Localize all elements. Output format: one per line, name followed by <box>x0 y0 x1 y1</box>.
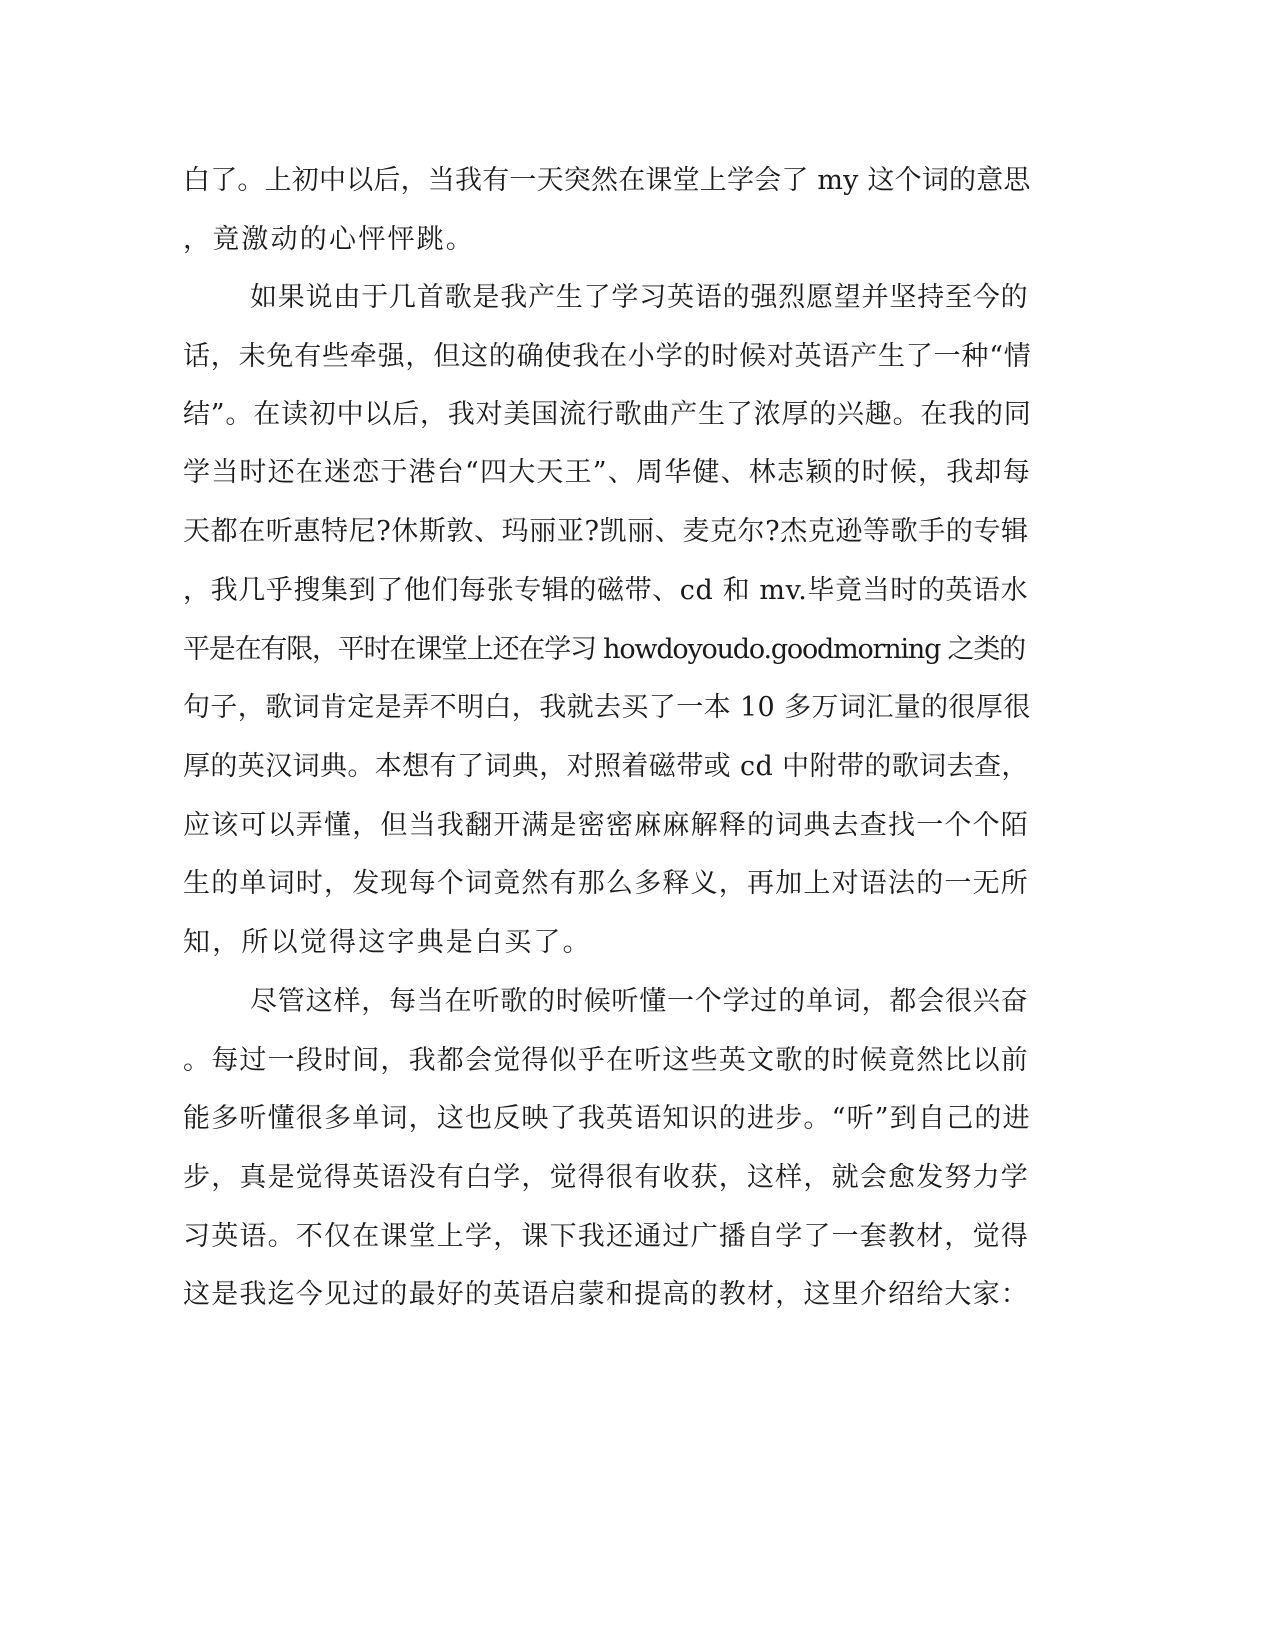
text-line: 这是我迄今见过的最好的英语启蒙和提高的教材，这里介绍给大家： <box>183 1279 1029 1310</box>
text-line: 天都在听惠特尼?休斯敦、玛丽亚?凯丽、麦克尔?杰克逊等歌手的专辑 <box>183 516 1029 547</box>
text-line: ，我几乎搜集到了他们每张专辑的磁带、cd 和 mv.毕竟当时的英语水 <box>183 575 1029 606</box>
text-line: 习英语。不仅在课堂上学，课下我还通过广播自学了一套教材，觉得 <box>183 1221 1029 1252</box>
paragraph-start-line: 尽管这样，每当在听歌的时候听懂一个学过的单词，都会很兴奋 <box>250 986 1029 1017</box>
text-line: 句子，歌词肯定是弄不明白，我就去买了一本 10 多万词汇量的很厚很 <box>183 692 1031 723</box>
text-line: 知，所以觉得这字典是白买了。 <box>183 927 592 958</box>
text-line: 话，未免有些牵强，但这的确使我在小学的时候对英语产生了一种“情 <box>183 341 1032 372</box>
paragraph-start-line: 如果说由于几首歌是我产生了学习英语的强烈愿望并坚持至今的 <box>250 282 1029 313</box>
text-line: 能多听懂很多单词，这也反映了我英语知识的进步。“听”到自己的进 <box>183 1103 1031 1134</box>
text-line: ，竟激动的心怦怦跳。 <box>183 224 475 255</box>
text-line: 生的单词时，发现每个词竟然有那么多释义，再加上对语法的一无所 <box>183 868 1029 899</box>
text-line: 学当时还在迷恋于港台“四大天王”、周华健、林志颖的时候，我却每 <box>183 457 1031 488</box>
text-line: 厚的英汉词典。本想有了词典，对照着磁带或 cd 中附带的歌词去查， <box>183 751 1029 782</box>
text-line: 应该可以弄懂，但当我翻开满是密密麻麻解释的词典去查找一个个陌 <box>183 810 1029 841</box>
text-line: 步，真是觉得英语没有白学，觉得很有收获，这样，就会愈发努力学 <box>183 1162 1029 1193</box>
text-line: 白了。上初中以后，当我有一天突然在课堂上学会了 my 这个词的意思 <box>183 165 1031 196</box>
text-line: 。每过一段时间，我都会觉得似乎在听这些英文歌的时候竟然比以前 <box>183 1045 1029 1076</box>
text-line: 平是在有限，平时在课堂上还在学习 howdoyoudo.goodmorning 之类的 <box>183 634 1025 665</box>
text-line: 结”。在读初中以后，我对美国流行歌曲产生了浓厚的兴趣。在我的同 <box>183 399 1032 430</box>
